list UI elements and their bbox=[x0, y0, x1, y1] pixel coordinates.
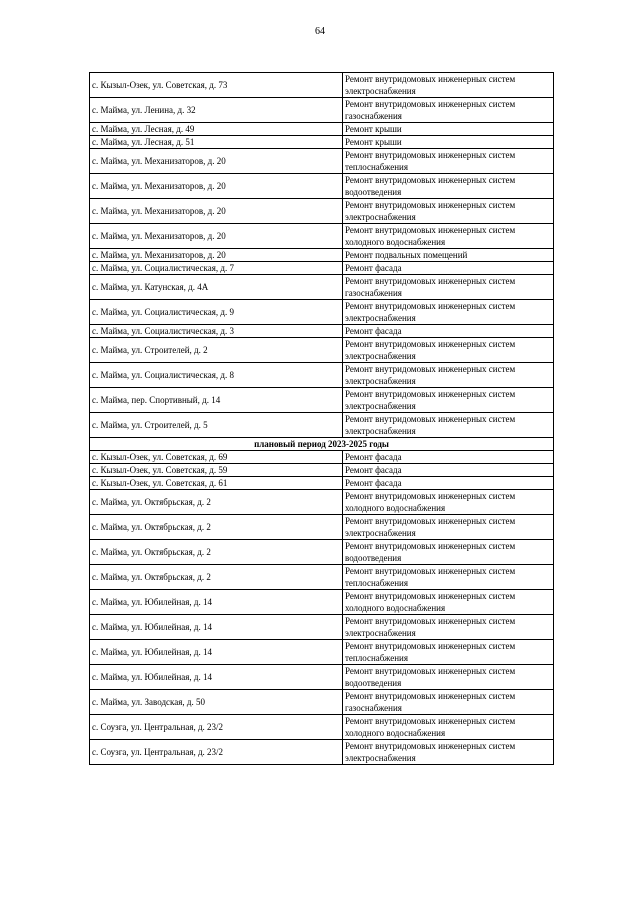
work-type-cell: Ремонт внутридомовых инженерных систем водоотведения bbox=[343, 540, 554, 565]
table-row bbox=[90, 590, 554, 615]
work-type-cell: Ремонт внутридомовых инженерных систем теплоснабжения bbox=[343, 640, 554, 665]
table-row bbox=[90, 300, 554, 325]
work-type-cell: Ремонт внутридомовых инженерных систем электроснабжения bbox=[343, 338, 554, 363]
address-cell: с. Майма, ул. Социалистическая, д. 7 bbox=[90, 262, 343, 275]
work-type-cell: Ремонт внутридомовых инженерных систем холодного водоснабжения bbox=[343, 715, 554, 740]
section-header-row bbox=[90, 438, 554, 451]
work-type-cell: Ремонт подвальных помещений bbox=[343, 249, 554, 262]
address-cell: с. Майма, ул. Строителей, д. 5 bbox=[90, 413, 343, 438]
table-row bbox=[90, 565, 554, 590]
work-type-cell: Ремонт фасада bbox=[343, 262, 554, 275]
work-type-cell: Ремонт внутридомовых инженерных систем холодного водоснабжения bbox=[343, 224, 554, 249]
work-type-cell: Ремонт внутридомовых инженерных систем электроснабжения bbox=[343, 740, 554, 765]
address-cell: с. Майма, ул. Социалистическая, д. 3 bbox=[90, 325, 343, 338]
table-row bbox=[90, 615, 554, 640]
table-row bbox=[90, 388, 554, 413]
address-cell: с. Кызыл-Озек, ул. Советская, д. 73 bbox=[90, 73, 343, 98]
work-type-cell: Ремонт внутридомовых инженерных систем холодного водоснабжения bbox=[343, 590, 554, 615]
address-cell: с. Майма, ул. Социалистическая, д. 8 bbox=[90, 363, 343, 388]
address-cell: с. Майма, ул. Социалистическая, д. 9 bbox=[90, 300, 343, 325]
address-cell: с. Майма, ул. Механизаторов, д. 20 bbox=[90, 224, 343, 249]
section-title: плановый период 2023-2025 годы bbox=[90, 438, 554, 451]
address-cell: с. Майма, ул. Юбилейная, д. 14 bbox=[90, 615, 343, 640]
work-type-cell: Ремонт внутридомовых инженерных систем электроснабжения bbox=[343, 73, 554, 98]
work-type-cell: Ремонт внутридомовых инженерных систем водоотведения bbox=[343, 174, 554, 199]
address-cell: с. Соузга, ул. Центральная, д. 23/2 bbox=[90, 715, 343, 740]
repair-schedule-body bbox=[90, 73, 554, 765]
work-type-cell: Ремонт фасада bbox=[343, 464, 554, 477]
work-type-cell: Ремонт внутридомовых инженерных систем газоснабжения bbox=[343, 275, 554, 300]
table-row bbox=[90, 73, 554, 98]
table-row bbox=[90, 262, 554, 275]
table-row bbox=[90, 325, 554, 338]
table-row bbox=[90, 363, 554, 388]
work-type-cell: Ремонт внутридомовых инженерных систем электроснабжения bbox=[343, 615, 554, 640]
work-type-cell: Ремонт фасада bbox=[343, 477, 554, 490]
work-type-cell: Ремонт внутридомовых инженерных систем электроснабжения bbox=[343, 413, 554, 438]
address-cell: с. Майма, ул. Юбилейная, д. 14 bbox=[90, 590, 343, 615]
table-row bbox=[90, 149, 554, 174]
table-row bbox=[90, 249, 554, 262]
work-type-cell: Ремонт фасада bbox=[343, 451, 554, 464]
table-row bbox=[90, 740, 554, 765]
work-type-cell: Ремонт внутридомовых инженерных систем электроснабжения bbox=[343, 199, 554, 224]
address-cell: с. Майма, ул. Ленина, д. 32 bbox=[90, 98, 343, 123]
address-cell: с. Майма, ул. Октябрьская, д. 2 bbox=[90, 490, 343, 515]
table-row bbox=[90, 413, 554, 438]
table-row bbox=[90, 98, 554, 123]
repair-schedule-table bbox=[89, 72, 554, 765]
work-type-cell: Ремонт внутридомовых инженерных систем холодного водоснабжения bbox=[343, 490, 554, 515]
address-cell: с. Майма, ул. Заводская, д. 50 bbox=[90, 690, 343, 715]
table-row bbox=[90, 199, 554, 224]
work-type-cell: Ремонт фасада bbox=[343, 325, 554, 338]
address-cell: с. Майма, ул. Механизаторов, д. 20 bbox=[90, 174, 343, 199]
work-type-cell: Ремонт внутридомовых инженерных систем теплоснабжения bbox=[343, 149, 554, 174]
table-row bbox=[90, 515, 554, 540]
address-cell: с. Майма, ул. Октябрьская, д. 2 bbox=[90, 515, 343, 540]
address-cell: с. Майма, ул. Лесная, д. 49 bbox=[90, 123, 343, 136]
address-cell: с. Майма, ул. Строителей, д. 2 bbox=[90, 338, 343, 363]
table-row bbox=[90, 690, 554, 715]
table-row bbox=[90, 490, 554, 515]
work-type-cell: Ремонт внутридомовых инженерных систем электроснабжения bbox=[343, 388, 554, 413]
table-row bbox=[90, 715, 554, 740]
address-cell: с. Кызыл-Озек, ул. Советская, д. 69 bbox=[90, 451, 343, 464]
table-row bbox=[90, 665, 554, 690]
work-type-cell: Ремонт внутридомовых инженерных систем электроснабжения bbox=[343, 515, 554, 540]
work-type-cell: Ремонт внутридомовых инженерных систем теплоснабжения bbox=[343, 565, 554, 590]
table-row bbox=[90, 464, 554, 477]
table-row bbox=[90, 477, 554, 490]
page-number: 64 bbox=[315, 26, 325, 37]
table-row bbox=[90, 338, 554, 363]
address-cell: с. Майма, ул. Октябрьская, д. 2 bbox=[90, 565, 343, 590]
work-type-cell: Ремонт внутридомовых инженерных систем газоснабжения bbox=[343, 690, 554, 715]
work-type-cell: Ремонт внутридомовых инженерных систем водоотведения bbox=[343, 665, 554, 690]
address-cell: с. Майма, ул. Механизаторов, д. 20 bbox=[90, 199, 343, 224]
table-row bbox=[90, 275, 554, 300]
address-cell: с. Майма, ул. Юбилейная, д. 14 bbox=[90, 665, 343, 690]
address-cell: с. Майма, ул. Механизаторов, д. 20 bbox=[90, 249, 343, 262]
table-row bbox=[90, 540, 554, 565]
address-cell: с. Соузга, ул. Центральная, д. 23/2 bbox=[90, 740, 343, 765]
address-cell: с. Майма, ул. Октябрьская, д. 2 bbox=[90, 540, 343, 565]
address-cell: с. Майма, ул. Юбилейная, д. 14 bbox=[90, 640, 343, 665]
address-cell: с. Майма, пер. Спортивный, д. 14 bbox=[90, 388, 343, 413]
work-type-cell: Ремонт крыши bbox=[343, 136, 554, 149]
address-cell: с. Майма, ул. Лесная, д. 51 bbox=[90, 136, 343, 149]
address-cell: с. Кызыл-Озек, ул. Советская, д. 59 bbox=[90, 464, 343, 477]
table-row bbox=[90, 640, 554, 665]
table-row bbox=[90, 451, 554, 464]
table-row bbox=[90, 174, 554, 199]
work-type-cell: Ремонт крыши bbox=[343, 123, 554, 136]
work-type-cell: Ремонт внутридомовых инженерных систем газоснабжения bbox=[343, 98, 554, 123]
work-type-cell: Ремонт внутридомовых инженерных систем электроснабжения bbox=[343, 300, 554, 325]
address-cell: с. Кызыл-Озек, ул. Советская, д. 61 bbox=[90, 477, 343, 490]
work-type-cell: Ремонт внутридомовых инженерных систем электроснабжения bbox=[343, 363, 554, 388]
address-cell: с. Майма, ул. Механизаторов, д. 20 bbox=[90, 149, 343, 174]
table-row bbox=[90, 136, 554, 149]
table-row bbox=[90, 123, 554, 136]
table-row bbox=[90, 224, 554, 249]
address-cell: с. Майма, ул. Катунская, д. 4А bbox=[90, 275, 343, 300]
